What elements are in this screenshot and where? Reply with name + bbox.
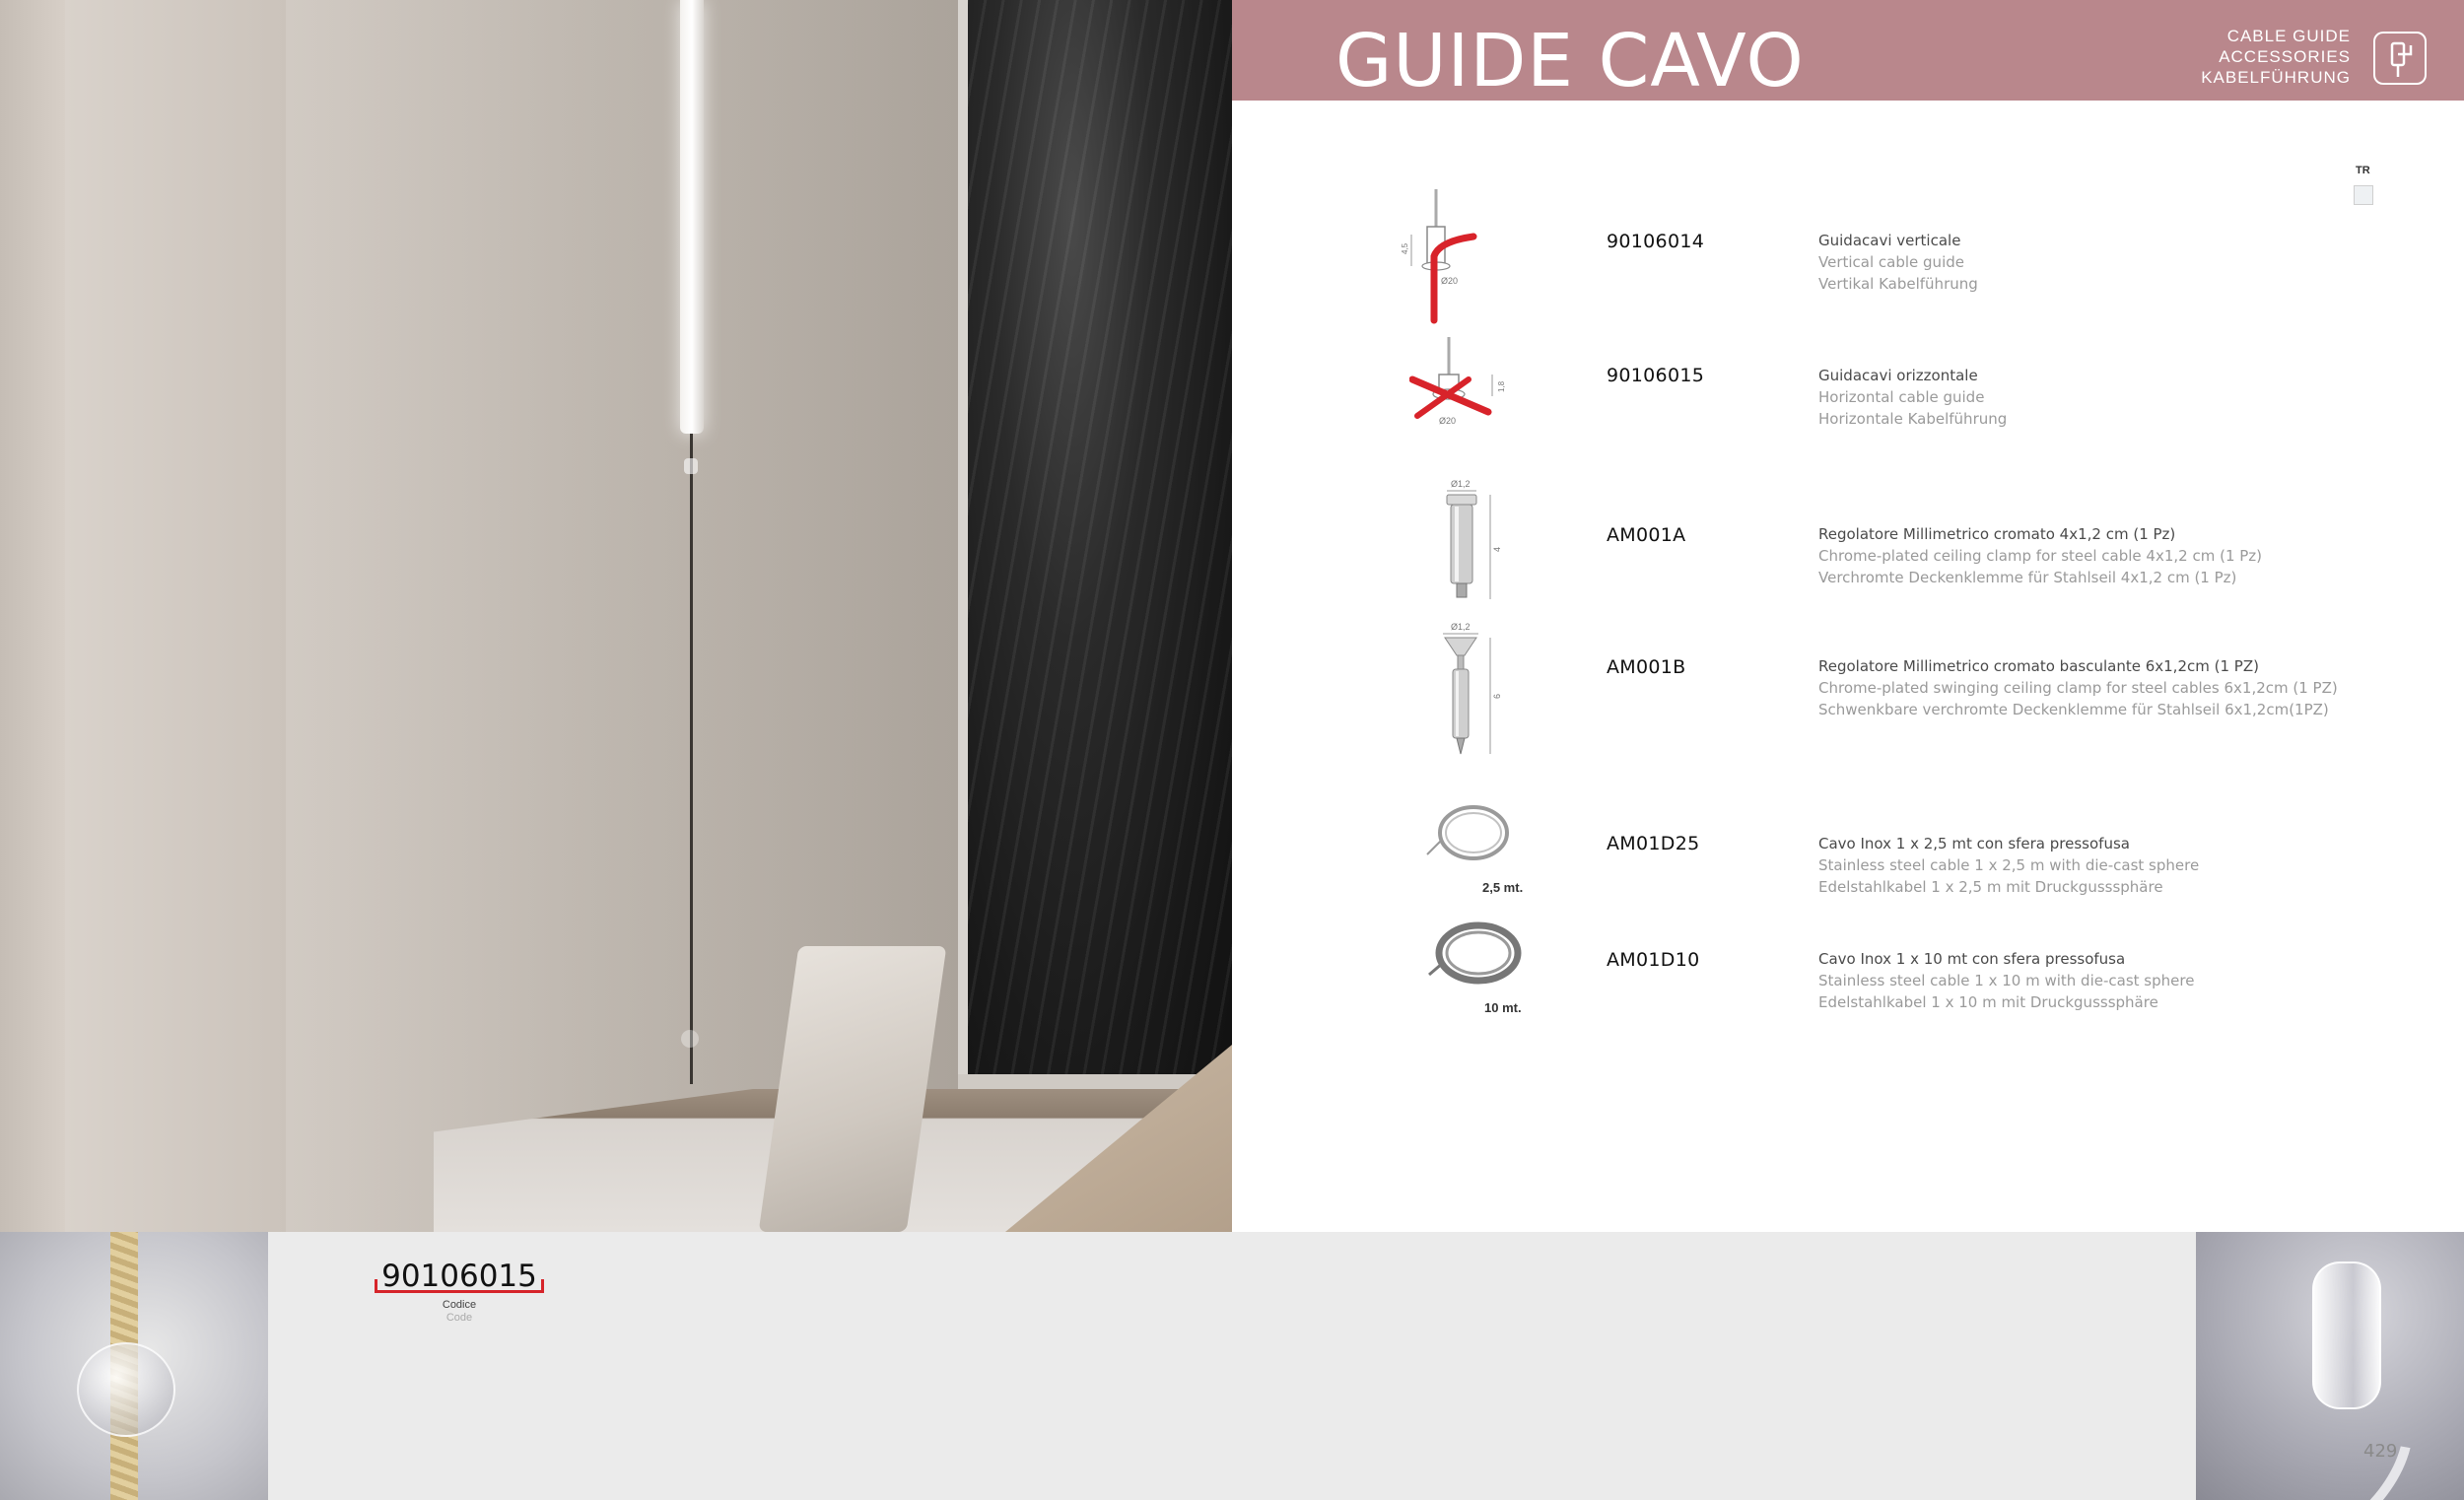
drawing-label-diameter: Ø20 xyxy=(1439,416,1457,426)
description-de: Edelstahlkabel 1 x 10 m mit Druckgusssphäre xyxy=(1818,993,2158,1011)
steel-cable-2-5m-image xyxy=(1419,793,1557,902)
detail-photo-cable-guide xyxy=(2196,1232,2464,1500)
description-it: Guidacavi orizzontale xyxy=(1818,367,1978,384)
panel-frame xyxy=(958,0,968,1079)
product-row xyxy=(1232,187,2464,325)
featured-code-value: 90106015 xyxy=(381,1259,537,1294)
product-description xyxy=(1818,523,2262,588)
featured-code xyxy=(375,1260,544,1299)
section-title: GUIDE CAVO xyxy=(1335,19,1805,103)
cable-guide-icon xyxy=(2373,32,2427,85)
product-description xyxy=(1818,230,1978,295)
product-row xyxy=(1232,793,2464,902)
description-it: Cavo Inox 1 x 10 mt con sfera pressofusa xyxy=(1818,950,2126,968)
subtitle-line-en: CABLE GUIDE xyxy=(2226,27,2351,45)
product-description xyxy=(1818,948,2194,1013)
cable-guide-clip-lower xyxy=(681,1030,699,1048)
product-description xyxy=(1818,655,2338,720)
drawing-label-height: 4,5 xyxy=(1401,242,1409,254)
ceiling-clamp-drawing xyxy=(1429,473,1538,611)
product-row xyxy=(1232,335,2464,443)
cable-length-label: 2,5 mt. xyxy=(1482,880,1524,895)
cable-guide-clip xyxy=(684,458,698,474)
cable-length-label: 10 mt. xyxy=(1484,1000,1522,1015)
product-row xyxy=(1232,912,2464,1020)
code-label-it: Codice xyxy=(442,1299,477,1311)
description-it: Regolatore Millimetrico cromato basculante 6x1,2cm (1 PZ) xyxy=(1818,657,2259,675)
suspended-light-bar xyxy=(680,0,704,434)
code-label-en: Code xyxy=(445,1312,473,1324)
description-de: Verchromte Deckenklemme für Stahlseil 4x1,2 cm (1 Pz) xyxy=(1818,569,2237,586)
page-number: 429 xyxy=(2363,1441,2398,1462)
bottom-band xyxy=(0,1232,2464,1500)
description-de: Schwenkbare verchromte Deckenklemme für Stahlseil 6x1,2cm(1PZ) xyxy=(1818,701,2329,718)
drawing-label-diameter: Ø1,2 xyxy=(1451,622,1471,632)
horizontal-cable-guide-drawing xyxy=(1409,335,1528,434)
drawing-label-diameter: Ø1,2 xyxy=(1451,479,1471,489)
drawing-label-diameter: Ø20 xyxy=(1441,276,1459,286)
description-it: Cavo Inox 1 x 2,5 mt con sfera pressofusa xyxy=(1818,835,2130,852)
wall-edge xyxy=(0,0,65,1232)
description-en: Stainless steel cable 1 x 2,5 m with die-cast sphere xyxy=(1818,856,2200,874)
section-header xyxy=(1232,0,2464,101)
subtitle-line-de: KABELFÜHRUNG xyxy=(2201,68,2351,87)
section-subtitle xyxy=(2201,26,2351,88)
product-description xyxy=(1818,833,2199,898)
description-en: Chrome-plated swinging ceiling clamp for steel cables 6x1,2cm (1 PZ) xyxy=(1818,679,2338,697)
description-de: Horizontale Kabelführung xyxy=(1818,410,2008,428)
drawing-label-length: 4 xyxy=(1492,546,1502,552)
description-de: Vertikal Kabelführung xyxy=(1818,275,1978,293)
description-it: Regolatore Millimetrico cromato 4x1,2 cm (1 Pz) xyxy=(1818,525,2176,543)
product-code: AM01D10 xyxy=(1607,949,1700,971)
description-en: Horizontal cable guide xyxy=(1818,388,1985,406)
transparent-clip xyxy=(77,1342,175,1437)
product-code: 90106015 xyxy=(1607,365,1705,386)
steel-cable xyxy=(690,434,693,1084)
code-label xyxy=(375,1299,544,1325)
detail-photo-rope-clip xyxy=(0,1232,268,1500)
description-en: Vertical cable guide xyxy=(1818,253,1964,271)
product-code: AM001B xyxy=(1607,656,1686,678)
description-de: Edelstahlkabel 1 x 2,5 m mit Druckgusssphäre xyxy=(1818,878,2163,896)
tr-label: TR xyxy=(2356,165,2370,176)
swinging-ceiling-clamp-drawing xyxy=(1429,616,1538,764)
product-row xyxy=(1232,473,2464,611)
drawing-label-length: 6 xyxy=(1492,693,1502,699)
subtitle-line-accessories: ACCESSORIES xyxy=(2219,47,2351,66)
product-code: AM001A xyxy=(1607,524,1686,546)
interior-photo xyxy=(0,0,1232,1232)
transparent-guide-block xyxy=(2312,1261,2381,1409)
vertical-cable-guide-drawing xyxy=(1400,187,1528,325)
product-code: AM01D25 xyxy=(1607,833,1700,854)
drawing-label-height: 1,8 xyxy=(1497,380,1506,392)
steel-cable-10m-image xyxy=(1419,912,1557,1020)
description-en: Stainless steel cable 1 x 10 m with die-cast sphere xyxy=(1818,972,2195,989)
description-it: Guidacavi verticale xyxy=(1818,232,1961,249)
product-row xyxy=(1232,616,2464,764)
product-description xyxy=(1818,365,2007,430)
wood-grain xyxy=(966,0,1232,1079)
product-code: 90106014 xyxy=(1607,231,1705,252)
description-en: Chrome-plated ceiling clamp for steel cable 4x1,2 cm (1 Pz) xyxy=(1818,547,2263,565)
